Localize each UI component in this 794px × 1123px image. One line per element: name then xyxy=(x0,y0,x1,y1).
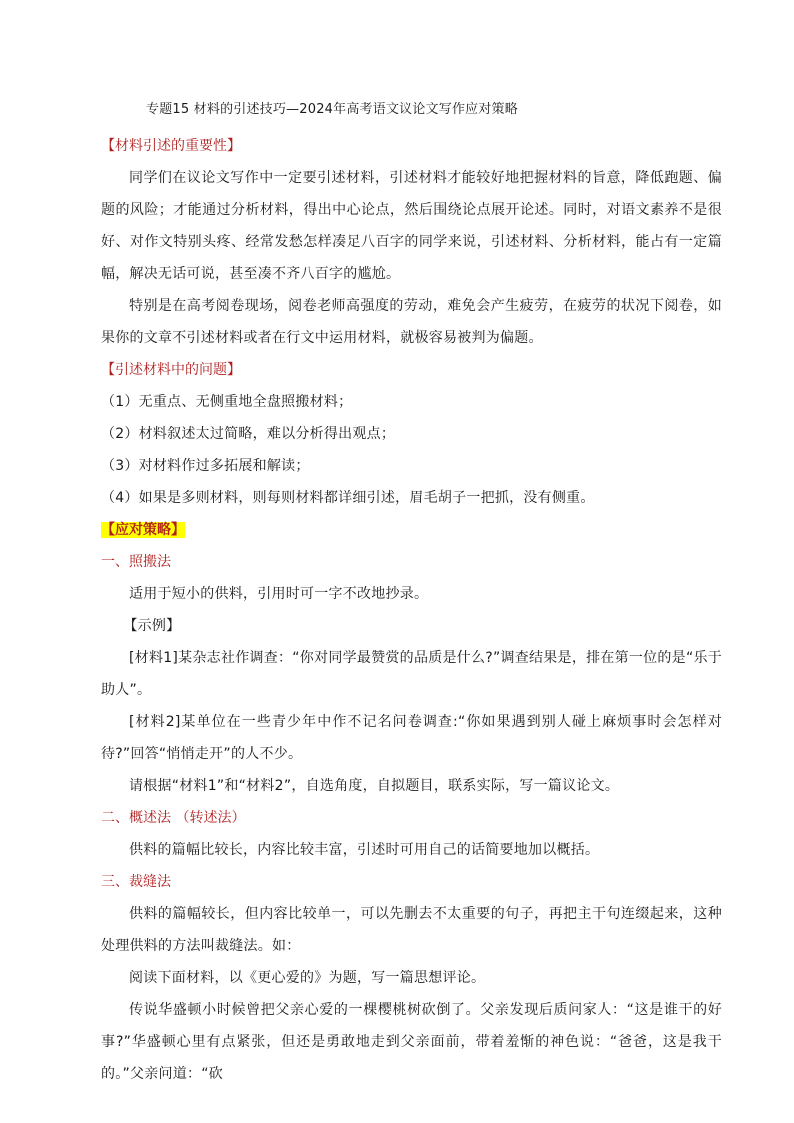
section-importance xyxy=(101,130,722,354)
method-heading-tailor: 三、裁缝法 xyxy=(101,874,171,890)
problem-item: （1）无重点、无侧重地全盘照搬材料； xyxy=(101,394,353,410)
section-heading-strategy xyxy=(101,514,722,546)
method-desc-summary: 供料的篇幅比较长，内容比较丰富，引述时可用自己的话简要地加以概括。 xyxy=(129,842,600,858)
material-1: [材料1]某杂志社作调查：“你对同学最赞赏的品质是什么?”调查结果是，排在第一位的是“乐于助人”。 xyxy=(101,650,722,698)
example-label: 【示例】 xyxy=(123,618,181,634)
method-heading-copy: 一、照搬法 xyxy=(101,554,171,570)
writing-task: 请根据“材料1”和“材料2”，自选角度，自拟题目，联系实际，写一篇议论文。 xyxy=(129,778,620,794)
importance-paragraph-1: 同学们在议论文写作中一定要引述材料，引述材料才能较好地把握材料的旨意，降低跑题、偏题的风险；才能通过分析材料，得出中心论点，然后围绕论点展开论述。同时，对语文素养不是很好、对作文特别头疼、经常发愁怎样凑足八百字的同学来说，引述材料、分析材料，能占有一定篇幅，解决无话可说，甚至凑不齐八百字的尴尬。 xyxy=(101,170,722,282)
tailor-instruction: 阅读下面材料，以《更心爱的》为题，写一篇思想评论。 xyxy=(129,970,486,986)
section-heading-importance: 【材料引述的重要性】 xyxy=(101,138,241,154)
method-heading-summary: 二、概述法 （转述法） xyxy=(101,810,246,826)
material-2: [材料2]某单位在一些青少年中作不记名问卷调查:“你如果遇到别人碰上麻烦事时会怎样对待?”回答“悄悄走开”的人不少。 xyxy=(101,714,722,762)
tailor-story: 传说华盛顿小时候曾把父亲心爱的一棵樱桃树砍倒了。父亲发现后质问家人：“这是谁干的好事?”华盛顿心里有点紧张，但还是勇敢地走到父亲面前，带着羞惭的神色说：“爸爸，这是我干的。”父亲问道：“砍 xyxy=(101,1002,722,1082)
document-title: 专题15 材料的引述技巧—2024年高考语文议论文写作应对策略 xyxy=(146,102,518,117)
method-desc-copy: 适用于短小的供料，引用时可一字不改地抄录。 xyxy=(129,586,429,602)
section-problems xyxy=(101,354,722,514)
problem-item: （3）对材料作过多拓展和解读； xyxy=(101,458,310,474)
problem-item: （4）如果是多则材料，则每则材料都详细引述，眉毛胡子一把抓，没有侧重。 xyxy=(101,490,595,506)
strategy-heading-text: 【应对策略】 xyxy=(101,522,185,538)
problem-item: （2）材料叙述太过简略，难以分析得出观点； xyxy=(101,426,396,442)
section-strategy xyxy=(101,514,722,1090)
method-desc-tailor: 供料的篇幅较长，但内容比较单一，可以先删去不太重要的句子，再把主干句连缀起来，这种处理供料的方法叫裁缝法。如： xyxy=(101,906,722,954)
importance-paragraph-2: 特别是在高考阅卷现场，阅卷老师高强度的劳动，难免会产生疲劳，在疲劳的状况下阅卷，如果你的文章不引述材料或者在行文中运用材料，就极容易被判为偏题。 xyxy=(101,298,722,346)
section-heading-problems: 【引述材料中的问题】 xyxy=(101,362,241,378)
